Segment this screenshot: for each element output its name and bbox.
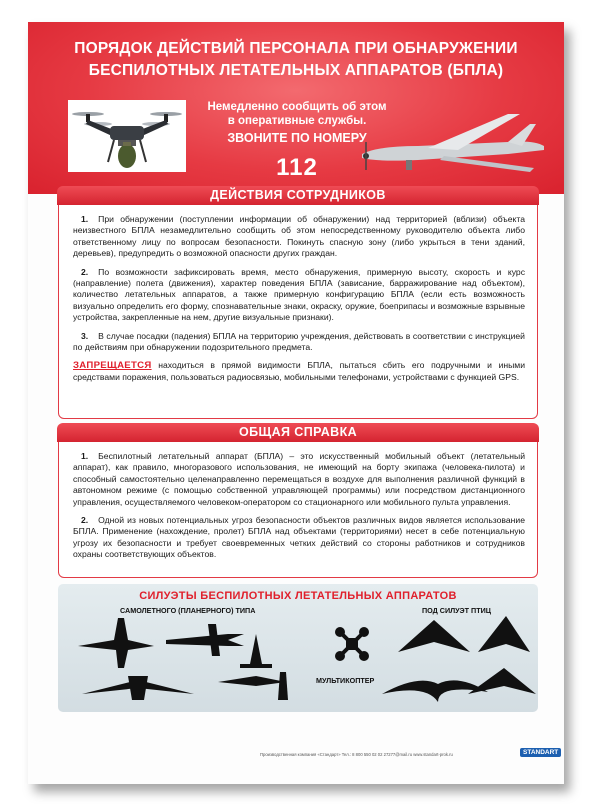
actions-item-3: 3. В случае посадки (падения) БПЛА на территорию учреждения, действовать в соответствии с инструкцией по действиям при обнаружении подозрительного предмета. — [73, 330, 525, 353]
forbidden-text: находиться в прямой видимости БПЛА, пытаться сбить его подручными и иными средствами поражения, пользоваться радиосвязью, мобильными телефонами, устройствами с функцией GPS. — [73, 360, 525, 382]
fixed-wing-drone-icon — [358, 106, 548, 186]
silhouettes-drawing — [58, 584, 538, 712]
notice-call: ЗВОНИТЕ ПО НОМЕРУ — [227, 131, 367, 145]
quadcopter-grenade-icon — [68, 100, 186, 172]
forbidden-paragraph — [73, 360, 525, 383]
notice-line-1: Немедленно сообщить об этом — [207, 101, 387, 113]
silhouettes-heading: СИЛУЭТЫ БЕСПИЛОТНЫХ ЛЕТАТЕЛЬНЫХ АППАРАТОВ — [139, 590, 457, 602]
fixed-wing-drone-image — [358, 106, 548, 186]
info-item-1: 1. Беспилотный летательный аппарат (БПЛА) – это искусственный мобильный объект (летательный аппарат), как правило, многоразового использования, не имеющий на борту экипажа (человека-пилота) и способный самостоятельно целенаправленно перемещаться в воздухе для выполнения различной функций в автономном режиме (с помощью собственной управляющей программы) или посредством дистанционного управления, осуществляемого человеком-оператором со стационарного или мобильного пульта управления. — [73, 451, 525, 507]
actions-body — [73, 214, 525, 390]
plane-silhouette-icon — [78, 618, 288, 700]
bird-silhouette-icon — [382, 616, 536, 702]
poster-header — [28, 22, 564, 194]
forbidden-label: ЗАПРЕЩАЕТСЯ — [73, 360, 152, 372]
emergency-number: 112 — [276, 154, 318, 181]
multicopter-label: МУЛЬТИКОПТЕР — [316, 676, 375, 685]
title-line-2: БЕСПИЛОТНЫХ ЛЕТАТЕЛЬНЫХ АППАРАТОВ (БПЛА) — [88, 62, 504, 79]
actions-heading: ДЕЙСТВИЯ СОТРУДНИКОВ — [57, 186, 539, 205]
footer-text: Производственная компания «Стандарт» Тел.: 8 800 550 02 02 27277@mail.ru www.standart-prok.ru — [260, 752, 453, 757]
poster-sheet — [28, 22, 564, 784]
bird-type-label: ПОД СИЛУЭТ ПТИЦ — [422, 606, 492, 615]
actions-item-1: 1. При обнаружении (поступлении информации об обнаружении) над территорией (вблизи) объекта неизвестного БПЛА незамедлительно сообщить об этом непосредственному руководителю объекта либо ответственному лицу по вопросам безопасности. Покинуть спасную зону (либо укрыться в тени зданий, деревьев), предупредить о возможной опасности других граждан. — [73, 214, 525, 259]
silhouettes-panel — [58, 584, 538, 712]
actions-item-2: 2. По возможности зафиксировать время, место обнаружения, примерную высоту, скорость и курс (направление) полета (движения), характер поведения БПЛА (зависание, барражирование над объектом), количество летательных аппаратов, а также примерную конфигурацию БПЛА (если есть возможность визуально определить его форму, спознавательные знаки, окраску, оружие, боеприпасы и возможные взрывные устройства, закрепленные на нем, другие визуальные признаки). — [73, 266, 525, 323]
info-heading: ОБЩАЯ СПРАВКА — [57, 423, 539, 442]
info-body — [73, 451, 525, 568]
plane-type-label: САМОЛЕТНОГО (ПЛАНЕРНОГО) ТИПА — [120, 606, 256, 615]
info-section — [58, 424, 538, 578]
poster-title — [28, 38, 564, 82]
info-item-2: 2. Одной из новых потенциальных угроз безопасности объектов различных видов является использование БПЛА. Применение (нахождение, пролет) БПЛА над объектами (территориями) несет в себе потенциальную угрозу их безопасности и требует своевременных четких действий со стороны работников и сотрудников охраны соответствующих объектов. — [73, 515, 525, 560]
title-line-1: ПОРЯДОК ДЕЙСТВИЙ ПЕРСОНАЛА ПРИ ОБНАРУЖЕНИИ — [74, 40, 518, 57]
actions-section — [58, 187, 538, 419]
standart-logo: STANDART — [520, 748, 561, 757]
multicopter-silhouette-icon — [335, 627, 369, 661]
quadcopter-image — [68, 100, 186, 172]
notice-line-2: в оперативные службы. — [227, 115, 367, 127]
